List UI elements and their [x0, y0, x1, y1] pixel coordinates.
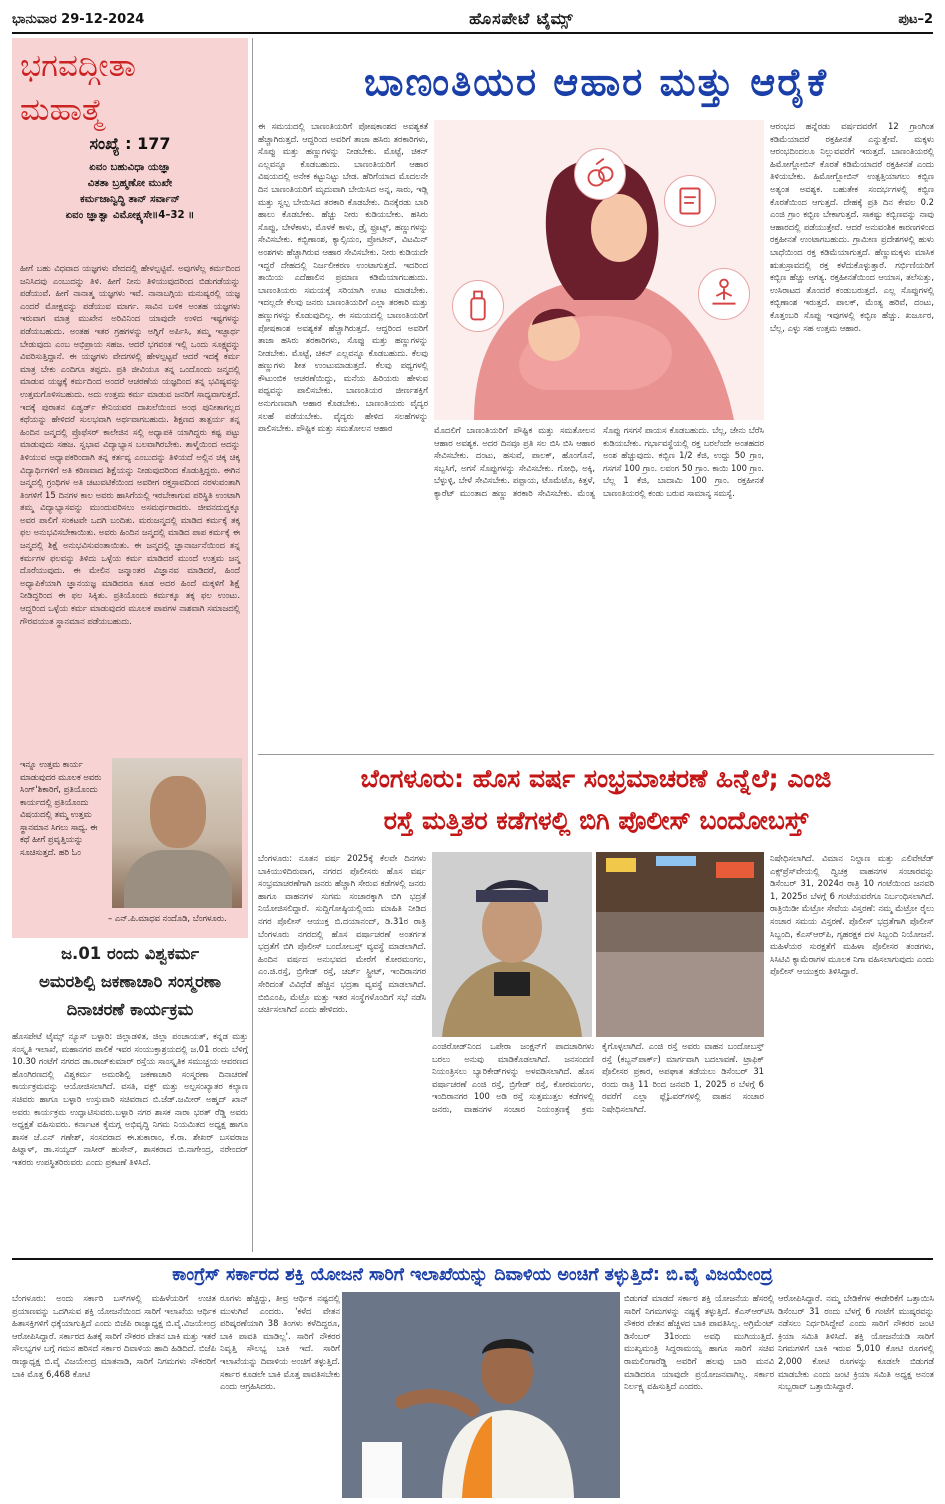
congress-column-4: ಆರೋಪಿಸಿದ್ದಾರೆ. ನಮ್ಮ ಬೇಡಿಕೆಗಳ ಈಡೇರಿಕೆಗೆ ಒತ್ತಾಯಿಸಿ ಡಿಸೆಂಬರ್ 31 ರಂದು ಬೆಳಗ್ಗೆ 6 ಗಂಟೆಗೆ ಮುಷ್ಕರವನ್ನು ನಡೆಸಲು ನಿರ್ಧರಿಸಿದ್ದೇವೆ ಎಂದು ಸಾರಿಗೆ ನೌಕರರ ಜಂಟಿ ಕ್ರಿಯಾ ಸಮಿತಿ ತಿಳಿಸಿದೆ. ಶಕ್ತಿ ಯೋಜನೆಯಡಿ ಸಾರಿಗೆ ನಿಗಮಗಳಿಗೆ ಬಾಕಿ ಇರುವ 5,010 ಕೋಟಿ ರೂಗಳಲ್ಲಿ 2,000 ಕೋಟಿ ರೂಗಳನ್ನು ಕೂಡಲೇ ಬಿಡುಗಡೆ ಮಾಡಬೇಕು ಎಂದು ಜಂಟಿ ಕ್ರಿಯಾ ಸಮಿತಿ ಅಧ್ಯಕ್ಷ ಅನಂತ ಸುಬ್ಬರಾವ್ ಒತ್ತಾಯಿಸಿದ್ದಾರೆ.	[778, 1293, 934, 1392]
fruit-icon	[574, 148, 626, 200]
newspaper-name: ಹೊಸಪೇಟೆ ಟೈಮ್ಸ್	[469, 9, 574, 28]
vishwakarma-body: ಹೊಸಪೇಟೆ ಟೈಮ್ಸ್ ನ್ಯೂಸ್ ಬಳ್ಳಾರಿ: ಜಿಲ್ಲಾಡಳಿತ, ಜಿಲ್ಲಾ ಪಂಚಾಯತ್, ಕನ್ನಡ ಮತ್ತು ಸಂಸ್ಕೃತಿ ಇಲಾಖೆ, ಮಹಾನಗರ ಪಾಲಿಕೆ ಇವರ ಸಂಯುಕ್ತಾಶ್ರಯದಲ್ಲಿ ಜ.01 ರಂದು ಬೆಳಿಗ್ಗೆ 10.30 ಗಂಟೆಗೆ ನಗರದ ಡಾ.ರಾಜ್‌ಕುಮಾರ್ ರಸ್ತೆಯ ಸಾಂಸ್ಕೃತಿಕ ಸಮುಚ್ಚಯ ಆವರಣದ ಹೊಂಗಿರಣದಲ್ಲಿ ವಿಶ್ವಕರ್ಮ ಅಮರಶಿಲ್ಪಿ ಜಕಣಾಚಾರಿ ಸಂಸ್ಮರಣಾ ದಿನಾಚರಣೆ ಕಾರ್ಯಕ್ರಮವನ್ನು ಆಯೋಜಿಸಲಾಗಿದೆ. ವಸತಿ, ವಕ್ಫ್ ಮತ್ತು ಅಲ್ಪಸಂಖ್ಯಾತರ ಕಲ್ಯಾಣ ಸಚಿವರು ಹಾಗೂ ಬಳ್ಳಾರಿ ಉಸ್ತುವಾರಿ ಸಚಿವರಾದ ಬಿ.ಜೆಡ್.ಜಮೀರ್ ಅಹ್ಮದ್ ಖಾನ್ ಅವರು ಕಾರ್ಯಕ್ರಮ ಉದ್ಘಾಟಿಸುವರು.ಬಳ್ಳಾರಿ ನಗರ ಶಾಸಕ ನಾರಾ ಭರತ್ ರೆಡ್ಡಿ ಅವರು ಅಧ್ಯಕ್ಷತೆ ವಹಿಸುವರು. ಕರ್ನಾಟಕ ಕೈಮಗ್ಗ ಅಭಿವೃದ್ಧಿ ನಿಗಮ ನಿಯಮಿತದ ಅಧ್ಯಕ್ಷ ಹಾಗೂ ಶಾಸಕ ಜೆ.ಎನ್ ಗಣೇಶ್, ಸಂಸದರಾದ ಈ.ತುಕಾರಾಂ, ಕೆ.ರಾ. ಶೇಖರ್ ಬಸವರಾಜ ಹಿಟ್ನಾಳ್, ಡಾ.ಸಯ್ಯದ್ ನಾಸೀರ್ ಹುಸೇನ್, ಶಾಸಕರಾದ ಬಿ.ನಾಗೇಂದ್ರ, ನರೇಂದರ್ ಇತರರು ಉಪಸ್ಥಿತರಿರುವರು ಎಂದು ಪ್ರಕಟಣೆ ತಿಳಿಸಿದೆ.	[12, 1031, 248, 1167]
masthead	[12, 6, 933, 34]
gita-byline: – ಎನ್.ಪಿ.ಮಾಧವ ನಂದೊಡಿ, ಬೆಂಗಳೂರು.	[108, 913, 227, 923]
column-divider	[252, 38, 253, 1252]
verse-line-3: ಕರ್ಮಜಾನ್ವಿದ್ಧಿ ತಾನ್ ಸರ್ವಾನ್	[80, 194, 180, 205]
health-headline: ಬಾಣಂತಿಯರ ಆಹಾರ ಮತ್ತು ಆರೈಕೆ	[363, 60, 828, 104]
gita-title-line2: ಮಹಾತ್ಮೆ	[20, 92, 104, 128]
congress-column-1: ಬೆಂಗಳೂರು: ಅಂದು ಸರ್ಕಾರಿ ಬಸ್‌ಗಳಲ್ಲಿ ಮಹಿಳೆಯರಿಗೆ ಉಚಿತ ಪ್ರಯಾಣವನ್ನು ಒದಗಿಸುವ ಶಕ್ತಿ ಯೋಜನೆಯಿಂದ ಸಾರಿಗೆ ಇಲಾಖೆಯ ಆರ್ಥಿಕ ಹಿತಾಸಕ್ತಿಗಳಿಗೆ ಧಕ್ಕೆಯಾಗುತ್ತಿದೆ ಎಂದು ಬಿಜೆಪಿ ರಾಜ್ಯಾಧ್ಯಕ್ಷ ಬಿ.ವೈ.ವಿಜಯೇಂದ್ರ ಆರೋಪಿಸಿದ್ದಾರೆ. ಸರ್ಕಾರದ ಹಿತಕ್ಕೆ ಸಾರಿಗೆ ನೌಕರರ ವೇತನ ಬಾಕಿ ಮತ್ತು ಇತರೆ ಸೌಲಭ್ಯಗಳ ಬಗ್ಗೆ ಗಮನ ಹರಿಸದೆ ಸರ್ಕಾರ ದಿವಾಳಿಯ ಹಾದಿ ಹಿಡಿದಿದೆ. ಬಿಜೆಪಿ ರಾಜ್ಯಾಧ್ಯಕ್ಷ ಬಿ.ವೈ ವಿಜಯೇಂದ್ರ ಮಾತನಾಡಿ, ಸಾರಿಗೆ ನಿಗಮಗಳು ನೌಕರರಿಗೆ ಬಾಕಿ ಮೊತ್ತ 6,468 ಕೋಟಿ	[12, 1293, 216, 1379]
issue-date: ಭಾನುವಾರ 29-12-2024	[12, 11, 145, 27]
gita-closing-text: ಇನ್ನೂ ಉತ್ತಮ ಕಾರ್ಯ ಮಾಡುವುದರ ಮೂಲಕ ಅವರು ಸಿಂಗ್'ಶಿಕಾರಿಗೆ, ಪ್ರತಿಯೊಂದು ಕಾರ್ಯದಲ್ಲಿ ಪ್ರತಿಯೊಂದು ವಿಷಯದಲ್ಲಿ ತಮ್ಮ ಉತ್ತಮ ಸ್ಥಾನಮಾನ ಸಿಗಲು ಸಾಧ್ಯ. ಈ ಕಥೆ ಹೀಗೆ ಪ್ರವೃತ್ತಿಯನ್ನು ಸೂಚಿಸುತ್ತದೆ. ಹರಿ ಓಂ	[20, 759, 102, 857]
health-column-4: ಆರಂಭದ ಹನ್ನೆರಡು ವರ್ಷದವರೆಗೆ 12 ಗ್ರಾಂಗಿಂತ ಕಡಿಮೆಯಾದರೆ ರಕ್ತಹೀನತೆ ಎನ್ನುತ್ತೇವೆ. ಮಕ್ಕಳು ಆರಂಭದಿಂದಲೂ ನಿಲ್ಲುವವರೆಗೆ ಇರುತ್ತದೆ. ಬಾಣಂತಿಯರಲ್ಲಿ ಹಿಮೋಗ್ಲೋಬಿನ್ ಕೊರತೆ ಕಡಿಮೆಯಾದರೆ ರಕ್ತಹೀನತೆ ಎಂದು ತಿಳಿಯಬೇಕು. ಹಿಮೋಗ್ಲೋಬಿನ್ ಉತ್ಪತ್ತಿಯಾಗಲು ಕಬ್ಬಿಣ ಅತ್ಯಂತ ಅವಶ್ಯಕ. ಬಹುತೇಕ ಸಂದರ್ಭಗಳಲ್ಲಿ ಕಬ್ಬಿಣ ಕೊರತೆಯಿಂದ ಆಗುತ್ತದೆ. ದೇಹಕ್ಕೆ ಪ್ರತಿ ದಿನ ಕೇವಲ 0.2 ಎಂಜಿ ಗ್ರಾಂ ಕಬ್ಬಿಣ ಬೇಕಾಗುತ್ತದೆ. ಸಾಕಷ್ಟು ಕಬ್ಬಿಣವನ್ನು ನಾವು ಆಹಾರದಲ್ಲಿ ಪಡೆಯುತ್ತೇವೆ. ಆದರೆ ಅನುವಂಶಿಕ ಕಾರಣಗಳಿಂದ ರಕ್ತಹೀನತೆ ಉಂಟಾಗಬಹುದು. ಗ್ರಾಮೀಣ ಪ್ರದೇಶಗಳಲ್ಲಿ ಹುಳು ಬಾಧೆಯಿಂದ ರಕ್ತ ಕಡಿಮೆಯಾಗುತ್ತದೆ. ಹೆಣ್ಣುಮಕ್ಕಳು ಮಾಸಿಕ ಋತುಸ್ರಾವದಲ್ಲಿ ರಕ್ತ ಕಳೆದುಕೊಳ್ಳುತ್ತಾರೆ. ಗರ್ಭಿಣಿಯರಿಗೆ ಕಬ್ಬಿಣ ಹೆಚ್ಚು ಅಗತ್ಯ. ರಕ್ತಹೀನತೆಯಿಂದ ಆಯಾಸ, ತಲೆಸುತ್ತು, ಉಸಿರಾಟದ ತೊಂದರೆ ಕಂಡುಬರುತ್ತದೆ. ಎಲ್ಲ ಸೊಪ್ಪುಗಳಲ್ಲಿ ಕಬ್ಬಿಣಾಂಶ ಇರುತ್ತದೆ. ಪಾಲಕ್, ಮೆಂತ್ಯ ಹರಿವೆ, ದಂಟು, ಕೊತ್ತಂಬರಿ ಸೊಪ್ಪು ಇವುಗಳಲ್ಲಿ ಕಬ್ಬಿಣ ಹೆಚ್ಚು. ಖರ್ಜೂರ, ಬೆಲ್ಲ, ಎಳ್ಳು ಸಹ ಉತ್ತಮ ಆಹಾರ.	[770, 121, 934, 333]
police-headline-line2: ರಸ್ತೆ ಮತ್ತಿತರ ಕಡೆಗಳಲ್ಲಿ ಬಿಗಿ ಪೊಲೀಸ್ ಬಂದೋಬಸ್ತ್	[383, 806, 809, 835]
vishwakarma-title	[12, 940, 248, 1024]
health-column-1: ಈ ಸಮಯದಲ್ಲಿ ಬಾಣಂತಿಯರಿಗೆ ಪೋಷಕಾಂಶದ ಅವಶ್ಯಕತೆ ಹೆಚ್ಚಾಗಿರುತ್ತದೆ. ಆದ್ದರಿಂದ ಅವರಿಗೆ ತಾಜಾ ಹಸಿರು ತರಕಾರಿಗಳು, ಸೊಪ್ಪು ಮತ್ತು ಹಣ್ಣುಗಳನ್ನು ನೀಡಬೇಕು. ಮೊಟ್ಟೆ, ಚಿಕನ್ ಎಲ್ಲವನ್ನೂ ಕೊಡಬಹುದು. ಬಾಣಂತಿಯರಿಗೆ ಆಹಾರ ವಿಷಯದಲ್ಲಿ ಅನೇಕ ಕಟ್ಟುನಿಟ್ಟು ಬೇಡ. ಹೆರಿಗೆಯಾದ ಮೊದಲನೇ ದಿನ ಬಾಣಂತಿಯರಿಗೆ ಮೃದುವಾಗಿ ಬೇಯಿಸಿದ ಅನ್ನ, ಸಾರು, ಇಡ್ಲಿ ಮತ್ತು ಸ್ವಲ್ಪ ಬೇಯಿಸಿದ ತರಕಾರಿ ಕೊಡಬೇಕು. ದಿನಕ್ಕೆರಡು ಬಾರಿ ಹಾಲು ಕೊಡಬೇಕು. ಹೆಚ್ಚು ನೀರು ಕುಡಿಯಬೇಕು. ಹಸಿರು ಸೊಪ್ಪು, ಬೇಳೆಕಾಳು, ಮೊಳಕೆ ಕಾಳು, ಡ್ರೈ ಫ್ರೂಟ್ಸ್, ಹಣ್ಣುಗಳನ್ನು ಸೇವಿಸಬೇಕು. ಕಬ್ಬಿಣಾಂಶ, ಕ್ಯಾಲ್ಸಿಯಂ, ಪ್ರೋಟೀನ್, ವಿಟಮಿನ್ ಅಂಶಗಳು ಹೆಚ್ಚಾಗಿರುವ ಆಹಾರ ಸೇವಿಸಬೇಕು. ನೀರು ಕುಡಿಯದೇ ಇದ್ದರೆ ದೇಹದಲ್ಲಿ ನಿರ್ಜಲೀಕರಣ ಉಂಟಾಗುತ್ತದೆ. ಇದರಿಂದ ತಾಯಿಯ ಎದೆಹಾಲಿನ ಪ್ರಮಾಣ ಕಡಿಮೆಯಾಗಬಹುದು. ಬಾಣಂತಿಯರು ಸಮಯಕ್ಕೆ ಸರಿಯಾಗಿ ಊಟ ಮಾಡಬೇಕು. ಇದಲ್ಲದೇ ಕೆಲವು ಜನರು ಬಾಣಂತಿಯರಿಗೆ ಎಲ್ಲಾ ತರಕಾರಿ ಮತ್ತು ಹಣ್ಣುಗಳನ್ನು ಕೊಡುವುದಿಲ್ಲ. ಈ ಸಮಯದಲ್ಲಿ ಬಾಣಂತಿಯರಿಗೆ ಪೋಷಕಾಂಶ ಅವಶ್ಯಕತೆ ಹೆಚ್ಚಾಗಿರುತ್ತದೆ. ಆದ್ದರಿಂದ ಅವರಿಗೆ ತಾಜಾ ಹಸಿರು ತರಕಾರಿಗಳು, ಸೊಪ್ಪು ಮತ್ತು ಹಣ್ಣುಗಳನ್ನು ನೀಡಬೇಕು. ಮೊಟ್ಟೆ, ಚಿಕನ್ ಎಲ್ಲವನ್ನೂ ಕೊಡಬಹುದು. ಕೆಲವು ಹಣ್ಣುಗಳು ಶೀತ ಉಂಟುಮಾಡುತ್ತದೆ. ಕೆಲವು ಪಥ್ಯಗಳಲ್ಲಿ ಕೌಟುಂಬಿಕ ಆಚರಣೆಯಿದ್ದು, ಮನೆಯ ಹಿರಿಯರು ಹೇಳುವ ಪಥ್ಯವನ್ನು ಪಾಲಿಸಬೇಕು. ಬಾಣಂತಿಯರ ಜೀರ್ಣಶಕ್ತಿಗೆ ಅನುಗುಣವಾಗಿ ಆಹಾರ ಕೊಡಬೇಕು. ಬಾಣಂತಿಯರು ವೈದ್ಯರ ಸಲಹೆ ಪಡೆಯಬೇಕು. ವೈದ್ಯರು ಹೇಳಿದ ಸಲಹೆಗಳನ್ನು ಪಾಲಿಸಬೇಕು. ಪೌಷ್ಟಿಕ ಮತ್ತು ಸಮತೋಲನ ಆಹಾರ	[258, 121, 428, 434]
gita-header	[12, 38, 248, 290]
crowd-photo	[596, 852, 764, 1037]
verse-line-1: ಏವಂ ಬಹುವಿಧಾ ಯಜ್ಞಾ	[89, 162, 171, 173]
gita-title-line1: ಭಗವದ್ಗೀತಾ	[20, 48, 136, 84]
vijayendra-photo	[342, 1292, 620, 1498]
congress-column-3: ಬಿಡುಗಡೆ ಮಾಡದೆ ಸರ್ಕಾರ ಶಕ್ತಿ ಯೋಜನೆಯ ಹೆಸರಲ್ಲಿ ಸಾರಿಗೆ ನಿಗಮಗಳನ್ನು ನಷ್ಟಕ್ಕೆ ತಳ್ಳುತ್ತಿದೆ. ಕೆಎಸ್‌ಆರ್‌ಟಿಸಿ ನೌಕರರ ವೇತನ ಹೆಚ್ಚಳದ ಬಾಕಿ ಪಾವತಿಸಿಲ್ಲ. ಅಗ್ರಿಮೆಂಟ್ ಡಿಸೆಂಬರ್ 31ರಂದು ಅವಧಿ ಮುಗಿಯುತ್ತಿದೆ. ಮುಖ್ಯಮಂತ್ರಿ ಸಿದ್ದರಾಮಯ್ಯ ಹಾಗೂ ಸಾರಿಗೆ ಸಚಿವ ರಾಮಲಿಂಗಾರೆಡ್ಡಿ ಅವರಿಗೆ ಹಲವು ಬಾರಿ ಮನವಿ ಮಾಡಿದರೂ ಯಾವುದೇ ಪ್ರಯೋಜನವಾಗಿಲ್ಲ. ಸರ್ಕಾರ ನಿರ್ಲಕ್ಷ್ಯ ವಹಿಸುತ್ತಿದೆ ಎಂದರು.	[624, 1293, 774, 1392]
police-text-below: ಎಂಜಿರೋಡ್‌ನಿಂದ ಒಪೇರಾ ಜಂಕ್ಷನ್‌ಗೆ ಪಾದಚಾರಿಗಳು ಬರಲು ಅನುವು ಮಾಡಿಕೊಡಲಾಗಿದೆ. ಜನಸಂದಣಿ ನಿಯಂತ್ರಿಸಲು ಬ್ಯಾರಿಕೇಡ್‌ಗಳನ್ನು ಅಳವಡಿಸಲಾಗಿದೆ. ಹೊಸ ವರ್ಷಾಚರಣೆ ಎಂಜಿ ರಸ್ತೆ, ಬ್ರಿಗೇಡ್ ರಸ್ತೆ, ಕೋರಮಂಗಲ, ಇಂದಿರಾನಗರ 100 ಅಡಿ ರಸ್ತೆ ಸುತ್ತಮುತ್ತಲ ಕಡೆಗಳಲ್ಲಿ ಜನರು, ವಾಹನಗಳ ಸಂಚಾರ ನಿಯಂತ್ರಣಕ್ಕೆ ಕ್ರಮ ಕೈಗೊಳ್ಳಲಾಗಿದೆ. ಎಂಜಿ ರಸ್ತೆ ಅವರು ವಾಹನ ಬಂದೋಬಸ್ತ್ ರಸ್ತೆ (ಕಬ್ಬನ್‌ಪಾರ್ಕ್) ಮಾರ್ಗವಾಗಿ ಬದಲಾವಣೆ. ಟ್ರಾಫಿಕ್ ಪೊಲೀಸರ ಪ್ರಕಾರ, ಅಪಘಾತ ತಡೆಯಲು ಡಿಸೆಂಬರ್ 31 ರಂದು ರಾತ್ರಿ 11 ರಿಂದ ಜನವರಿ 1, 2025 ರ ಬೆಳಗ್ಗೆ 6 ರವರೆಗೆ ಎಲ್ಲಾ ಫ್ಲೈಓವರ್‌ಗಳಲ್ಲಿ ವಾಹನ ಸಂಚಾರ ನಿಷೇಧಿಸಲಾಗಿದೆ.	[432, 1041, 764, 1114]
page-number: ಪುಟ–2	[898, 11, 933, 27]
yoga-icon	[698, 268, 750, 320]
vishwakarma-title-line3: ದಿನಾಚರಣೆ ಕಾರ್ಯಕ್ರಮ	[66, 1000, 194, 1019]
gita-author-box	[12, 752, 248, 938]
health-columns-below-image	[434, 424, 764, 750]
author-face	[150, 776, 206, 848]
gita-verse	[20, 160, 240, 224]
author-photo	[112, 758, 242, 908]
police-headline-line1: ಬೆಂಗಳೂರು: ಹೊಸ ವರ್ಷ ಸಂಭ್ರಮಾಚರಣೆ ಹಿನ್ನೆಲೆ; ಎಂಜಿ	[360, 764, 832, 793]
health-text-below: ಮೊದಲಿಗೆ ಬಾಣಂತಿಯರಿಗೆ ಪೌಷ್ಟಿಕ ಮತ್ತು ಸಮತೋಲನ ಆಹಾರ ಅವಶ್ಯಕ. ಅದರ ದಿನವೂ ಪ್ರತಿ ಸಲ ಬಿಸಿ ಬಿಸಿ ಆಹಾರ ಸೇವಿಸಬೇಕು. ದಂಟು, ಹಸುವೆ, ಪಾಲಕ್, ಹೊಂಗೊನೆ, ಸಬ್ಬಸಿಗೆ, ಅಗಸೆ ಸೊಪ್ಪುಗಳನ್ನು ಸೇವಿಸಬೇಕು. ಗೋಧಿ, ಅಕ್ಕಿ, ಬೆಳ್ಳುಳ್ಳಿ, ಬೇಳೆ ಸೇವಿಸಬೇಕು. ಪಪ್ಪಾಯ, ಟೊಮೆಟೊ, ಕಿತ್ತಳೆ, ಕ್ಯಾರೆಟ್ ಮುಂತಾದ ಹಣ್ಣು ತರಕಾರಿ ಸೇವಿಸಬೇಕು. ಮೆಂತ್ಯ ಸೊಪ್ಪು ಗಸಗಸೆ ಪಾಯಸ ಕೊಡಬಹುದು. ಬೆಲ್ಲ, ಜೇನು ಬೆರೆಸಿ ಕುಡಿಯಬೇಕು. ಗರ್ಭಾವಸ್ಥೆಯಲ್ಲಿ ರಕ್ತ ಬರಲೆಂದೇ ಅಂತಹದರ ಅಂಶ ಹೆಚ್ಚುವುದು. ಕಬ್ಬಿಣ 1/2 ಕೆಜಿ, ಉದ್ದು 50 ಗ್ರಾಂ, ಗಸಗಸೆ 100 ಗ್ರಾಂ. ಲವಂಗ 50 ಗ್ರಾಂ. ಕಾಯಿ 100 ಗ್ರಾಂ. ಬೆಲ್ಲ 1 ಕೆಜಿ, ಬಾದಾಮಿ 100 ಗ್ರಾಂ. ರಕ್ತಹೀನತೆ ಬಾಣಂತಿಯರಲ್ಲಿ ಕಂಡು ಬರುವ ಸಾಮಾನ್ಯ ಸಮಸ್ಯೆ.	[434, 425, 764, 498]
verse-line-2: ವಿತತಾ ಬ್ರಹ್ಮಣೋ ಮುಖೇ	[87, 178, 173, 189]
police-column-4: ನಿಷೇಧಿಸಲಾಗಿದೆ. ವಿಮಾನ ನಿಲ್ದಾಣ ಮತ್ತು ಎಲಿವೇಟೆಡ್ ಎಕ್ಸ್‌ಪ್ರೆಸ್‌ವೇಯಲ್ಲಿ ದ್ವಿಚಕ್ರ ವಾಹನಗಳ ಸಂಚಾರವನ್ನು ಡಿಸೆಂಬರ್ 31, 2024ರ ರಾತ್ರಿ 10 ಗಂಟೆಯಿಂದ ಜನವರಿ 1, 2025ರ ಬೆಳಗ್ಗೆ 6 ಗಂಟೆಯವರೆಗೂ ನಿರ್ಬಂಧಿಸಲಾಗಿದೆ. ರಾತ್ರಿಯಿಡೀ ಮೆಟ್ರೋ ಸೇವೆಯ ವಿಸ್ತರಣೆ: ನಮ್ಮ ಮೆಟ್ರೋ ರೈಲು ಸಂಚಾರ ಸಮಯ ವಿಸ್ತರಣೆ. ಪೊಲೀಸ್ ಭದ್ರತೆಗಾಗಿ ಪೊಲೀಸ್ ಸಿಬ್ಬಂದಿ, ಕೆಎಸ್‌ಆರ್‌ಪಿ, ಗೃಹರಕ್ಷಕ ದಳ ಸಿಬ್ಬಂದಿ ನಿಯೋಜನೆ. ಮಹಿಳೆಯರ ಸುರಕ್ಷತೆಗೆ ಮಹಿಳಾ ಪೊಲೀಸರ ತಂಡಗಳು, ಸಿಸಿಟಿವಿ ಕ್ಯಾಮೆರಾಗಳ ಮೂಲಕ ನಿಗಾ ವಹಿಸಲಾಗುವುದು ಎಂದು ಪೊಲೀಸ್ ಆಯುಕ್ತರು ತಿಳಿಸಿದ್ದಾರೆ.	[770, 853, 934, 977]
commissioner-photo	[432, 852, 592, 1037]
police-column-1: ಬೆಂಗಳೂರು: ನೂತನ ವರ್ಷ 2025ಕ್ಕೆ ಕೆಲವೇ ದಿನಗಳು ಬಾಕಿಯುಳಿದಿರುವಾಗ, ನಗರದ ಪೊಲೀಸರು ಹೊಸ ವರ್ಷ ಸಂಭ್ರಮಾಚರಣೆಗಾಗಿ ಜನರು ಹೆಚ್ಚಾಗಿ ಸೇರುವ ಕಡೆಗಳಲ್ಲಿ ಜನರು ಹಾಗೂ ವಾಹನಗಳ ಸುಗಮ ಸಂಚಾರಕ್ಕಾಗಿ ಬಿಗಿ ಭದ್ರತೆ ನಿಯೋಜಿಸಲಿದ್ದಾರೆ. ಸುದ್ದಿಗೋಷ್ಠಿಯಲ್ಲಿಂದು ಮಾಹಿತಿ ನೀಡಿದ ನಗರ ಪೊಲೀಸ್ ಆಯುಕ್ತ ಬಿ.ದಯಾನಂದ್, ಡಿ.31ರ ರಾತ್ರಿ ಬೆಂಗಳೂರು ನಗರದಲ್ಲಿ ಹೊಸ ವರ್ಷಾಚರಣೆ ಅಂತರ್ಗತ ಭದ್ರತೆಗೆ ಬಿಗಿ ಪೊಲೀಸ್ ಬಂದೋಬಸ್ತ್ ವ್ಯವಸ್ಥೆ ಮಾಡಲಾಗಿದೆ. ಹಿಂದಿನ ವರ್ಷದ ಅನುಭವದ ಮೇರೆಗೆ ಕೋರಮಂಗಲ, ಎಂ.ಜಿ.ರಸ್ತೆ, ಬ್ರಿಗೇಡ್ ರಸ್ತೆ, ಚರ್ಚ್ ಸ್ಟ್ರೀಟ್, ಇಂದಿರಾನಗರ ಸೇರಿದಂತೆ ವಿವಿಧೆಡೆ ಹೆಚ್ಚಿನ ಭದ್ರತಾ ವ್ಯವಸ್ಥೆ ಮಾಡಲಾಗಿದೆ. ಬಿಬಿಎಂಪಿ, ಮೆಟ್ರೊ ಮತ್ತು ಇತರ ಸಂಸ್ಥೆಗಳೊಂದಿಗೆ ಸಭೆ ನಡೆಸಿ ಚರ್ಚಿಸಲಾಗಿದೆ ಎಂದು ಹೇಳಿದರು.	[258, 853, 426, 1015]
bottle-icon	[452, 280, 504, 332]
congress-column-2: ರೂಗಳು ಹೆಚ್ಚಿದ್ದು, ತೀವ್ರ ಆರ್ಥಿಕ ನಷ್ಟದಲ್ಲಿ ಮುಳುಗಿವೆ ಎಂದರು. 'ಕಳೆದ ವೇತನ ಪರಿಷ್ಕರಣೆಯಾಗಿ 38 ತಿಂಗಳು ಕಳೆದಿದ್ದರೂ, ಬಾಕಿ ಪಾವತಿ ಮಾಡಿಲ್ಲ'. ಸಾರಿಗೆ ನೌಕರರ ನಿವೃತ್ತಿ ಸೌಲಭ್ಯ ಬಾಕಿ ಇದೆ. ಸಾರಿಗೆ ಇಲಾಖೆಯನ್ನು ದಿವಾಳಿಯ ಅಂಚಿಗೆ ತಳ್ಳುತ್ತಿದೆ. ಸರ್ಕಾರ ಕೂಡಲೇ ಬಾಕಿ ಮೊತ್ತ ಪಾವತಿಸಬೇಕು ಎಂದು ಆಗ್ರಹಿಸಿದರು.	[220, 1293, 340, 1392]
vishwakarma-article	[12, 940, 248, 1252]
clipboard-icon	[664, 175, 716, 227]
vishwakarma-title-line2: ಅಮರಶಿಲ್ಪಿ ಜಕಣಾಚಾರಿ ಸಂಸ್ಮರಣಾ	[38, 972, 222, 991]
vishwakarma-title-line1: ಜ.01 ರಂದು ವಿಶ್ವಕರ್ಮ	[60, 944, 200, 963]
police-columns-below-photos	[432, 1040, 764, 1252]
congress-headline: ಕಾಂಗ್ರೆಸ್ ಸರ್ಕಾರದ ಶಕ್ತಿ ಯೋಜನೆ ಸಾರಿಗೆ ಇಲಾಖೆಯನ್ನು ದಿವಾಳಿಯ ಅಂಚಿಗೆ ತಳ್ಳುತ್ತಿದೆ: ಬಿ.ವೈ ವಿಜಯೇಂದ್ರ	[12, 1258, 933, 1288]
section-divider	[258, 754, 934, 755]
gita-body: ಹೀಗೆ ಬಹು ವಿಧವಾದ ಯಜ್ಞಗಳು ವೇದದಲ್ಲಿ ಹೇಳಲ್ಪಟ್ಟಿವೆ. ಅವುಗಳೆಲ್ಲ ಕರ್ಮದಿಂದ ಜನಿಸಿದವು ಎಂಬುದನ್ನು ತಿಳಿ. ಹೀಗೆ ನೀನು ತಿಳಿಯುವುದರಿಂದ ಬಿಡುಗಡೆಯನ್ನು ಪಡೆಯುವೆ. ಹೀಗೆ ನಾನಾತ್ಮ ಯಜ್ಞಗಳು ಇವೆ. ನಾನಾಬಗ್ಗಿಯ ಮನುಷ್ಯರಲ್ಲಿ ಯಜ್ಞ ಎಂದರೆ ಮೋಕ್ಷವನ್ನು ಪಡೆಯುವ ಮಾರ್ಗ. ಸಾವಿನ ಬಳಿಕ ಅಂತಹ ಯಜ್ಞಗಳು ಇರುವಾಗ ಮಾತ್ರ ಮುಖೇನ ಅರಿವಿನಿಂದ ಯಾವುದೇ ಉಳಿದ ಇಷ್ಟಗಳನ್ನು ಪಡೆಯಬಹುದು. ಅಂತಹ ಇತರ ಗ್ರಹಗಳನ್ನು ಅಗ್ನಿಗೆ ಅರ್ಪಿಸಿ, ತಮ್ಮ ಇಚ್ಛಾರ್ಥ ಬೇಡುವುದು ಎಂಬ ಅಭಿಪ್ರಾಯ ಸಹಜ. ಆದರೆ ಭಗವಂತ ಇಲ್ಲಿ ಒಂದು ಸೂಕ್ಷ್ಮವನ್ನು ವಿವರಿಸುತ್ತಿದ್ದಾನೆ. ಈ ಯಜ್ಞಗಳು ವೇದಗಳಲ್ಲಿ ಹೇಳಲ್ಪಟ್ಟವೆ ಆದರೆ ಇದಕ್ಕೆ ಕರ್ಮ ಮಾತ್ರ ಬೇಕು ಎಂದಿಗೂ ತಪ್ಪದು. ಪ್ರತಿ ಜೀವಿಯೂ ತನ್ನ ಒಂದೊಂದು ಜನ್ಮದಲ್ಲಿ ಮಾಡುವ ಯಜ್ಞಕ್ಕೆ ಕರ್ಮದಿಂದ ಅಂದರೆ ಆಚರಣೆಯ ಯಜ್ಞದಿಂದ ತನ್ನ ಭವಿಷ್ಯವನ್ನು ಉತ್ತಮಗೊಳಿಸಬಹುದು. ಅದು ಉತ್ತಮ ಕರ್ಮ ಮಾಡುವ ಜನರಿಗೆ ಸಾಧ್ಯವಾಗುತ್ತದೆ. ಇದಕ್ಕೆ ಪುರಾತನ ಏಡ್ವರ್ಡ್ ಕೇನಿಯವರ ದಾಖಲೆಯಿಂದ ಅಂಥ ಪುನೀತಾಗಲ್ಲದ ಕಥೆಯನ್ನು ಹೇಳಿದರೆ ಸುಲಭವಾಗಿ ಅರ್ಥವಾಗಬಹುದು. ಶಿಕ್ಷಣದ ತಾತ್ಪರ್ಯ ತನ್ನ ಹಿಂದಿನ ಜನ್ಮದಲ್ಲಿ ಪ್ರೊಫೆಸರ್ ಕಾಲೇಜಿನ ಸಲ್ಲಿ ಅಧ್ಯಾಪಕಿ ಯಾಗಿದ್ದರು ಕಷ್ಟ ಪಟ್ಟು ಮಾಡುವುದು ಸಹಜ. ಸ್ವಭಾವ ವಿದ್ಯಾಭ್ಯಾಸ ಬಲವಾಗಿರಬೇಕು. ತಾಳ್ಮೆಯಿಂದ ಅದನ್ನು ತಿಳಿಯುವ ಅಧ್ಯಾಪಕರಿಂದಾಗಿ ತನ್ನ ಕರ್ತವ್ಯ ಎಂಬುದನ್ನು ತಿಳಿಯದೆ ಅಲ್ಲಿನ ಚಿಕ್ಕ ಚಿಕ್ಕ ವಿದ್ಯಾರ್ಥಿಗಳಿಗೆ ಅತಿ ಕಠಿಣವಾದ ಶಿಕ್ಷೆಯನ್ನು ನೀಡುವುದರಿಂದ ಕೊಡುತ್ತಿದ್ದರು. ಈಗಿನ ಜನ್ಮದಲ್ಲಿ ಗ್ರಂಥಿಗಳ ಅತಿ ಚಟುವಟಿಕೆಯಿಂದ ಅವರೀಗ ರಕ್ತಸ್ರಾವದಿಂದ ನರಳುವಂತಾಗಿ ತಿಂಗಳಿಗೆ 15 ದಿನಗಳ ಕಾಲ ಅವರು ಹಾಸಿಗೆಯಲ್ಲಿ ಇರಬೇಕಾಗುವ ಪರಿಸ್ಥಿತಿ ಉಂಟಾಗಿ ತಮ್ಮ ವಿದ್ಯಾಭ್ಯಾಸವನ್ನು ಮುಂದುವರಿಸಲು ಅಸಮರ್ಥರಾದರು. ಜೀವನದುದ್ದಕ್ಕೂ ಅವರ ಪಾಲಿಗೆ ಸಂಕಟವೇ ಒದಗಿ ಬಂದಿತು. ಮರುಜನ್ಮದಲ್ಲಿ ಮಾಡಿದ ಕರ್ಮಕ್ಕೆ ತಕ್ಕ ಫಲ ಅನುಭವಿಸಬೇಕಾಯಿತು. ಅವರು ಹಿಂದಿನ ಜನ್ಮದಲ್ಲಿ ಮಾಡಿದ ಪಾಪ ಕರ್ಮಕ್ಕೆ ಈ ಜನ್ಮದಲ್ಲಿ ಶಿಕ್ಷೆ ಅನುಭವಿಸುವಂತಾಯಿತು. ಈ ಜನ್ಮದಲ್ಲಿ ಜ್ಞಾನಾರ್ಜನೆಯಿಂದ ತನ್ನ ಕರ್ಮಗಳ ಫಲವನ್ನು ತಿಳಿದು ಒಳ್ಳೆಯ ಕರ್ಮ ಮಾಡಿದರೆ ಮುಂದೆ ಉತ್ತಮ ಜನ್ಮ ದೊರೆಯುವುದು. ಈ ಮೇಲಿನ ಜನ್ಮಾಂತರ ವಿಜ್ಞಾನವ ಮಾಡಿದರೆ, ಹಿಂದೆ ಅಧ್ಯಾಪಿಕೆಯಾಗಿ ಜ್ಞಾನಯಜ್ಞ ಮಾಡಿದರೂ ಕೂಡ ಅದರ ಹಿಂದೆ ಮಕ್ಕಳಿಗೆ ಶಿಕ್ಷೆ ನೀಡಿದ್ದರಿಂದ ಈ ಫಲ ಸಿಕ್ಕಿತು. ಪ್ರತಿಯೊಂದು ಕರ್ಮಕ್ಕೂ ತಕ್ಕ ಫಲ ಉಂಟು. ಆದ್ದರಿಂದ ಒಳ್ಳೆಯ ಕರ್ಮ ಮಾಡುವುದರ ಮೂಲಕ ಪಾಪಗಳ ನಾಶವಾಗಿ ಸಮಾಜದಲ್ಲಿ ಗೌರವಯುತ ಸ್ಥಾನಮಾನ ಪಡೆಯಬಹುದು.	[12, 262, 248, 752]
verse-line-4: ಏವಂ ಜ್ಞಾತ್ವಾ ವಿಮೋಕ್ಷ್ಯಸೇ॥4–32 ॥	[65, 210, 195, 221]
police-headline	[258, 758, 934, 850]
gita-number: ಸಂಖ್ಯೆ : 177	[89, 134, 171, 153]
mother-baby-illustration	[434, 120, 764, 420]
author-shirt	[124, 850, 232, 908]
